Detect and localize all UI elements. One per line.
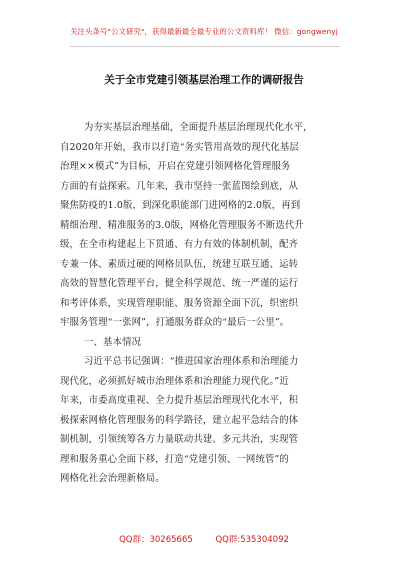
paragraph-line: 现代化，必须抓好城市治理体系和治理能力现代化。”近 <box>60 375 289 387</box>
paragraph-line: 网格化社会治理新格局。 <box>60 473 165 484</box>
footer-qq-group-1: QQ群：30265665 <box>119 535 193 545</box>
paragraph-line: 为夯实基层治理基础，全面提升基层治理现代化水平， <box>84 122 313 133</box>
section-heading: 一、基本情况 <box>84 336 142 348</box>
paragraph-line: 治理××模式”为目标，开启在党建引领网格化管理服务 <box>60 161 291 172</box>
paragraph-line: 习近平总书记强调：“推进国家治理体系和治理能力 <box>84 356 299 367</box>
paragraph-line: 聚焦防疫的1.0版，到深化职能部门进网格的2.0版，再到 <box>60 200 301 211</box>
paragraph-line: 高效的智慧化管理平台，健全科学规范、统一严谨的运行 <box>60 278 299 289</box>
paragraph-line: 理和服务重心全面下移，打造“党建引领、一网统管”的 <box>60 453 289 465</box>
paragraph-line: 牢服务管理“一张网”，打通服务群众的“最后一公里”。 <box>60 317 290 328</box>
paragraph-line: 和考评体系，实现管理职能、服务资源全面下沉，织密织 <box>60 297 299 309</box>
paragraph-line: 极探索网格化管理服务的科学路径，建立起平急结合的体 <box>60 414 299 426</box>
paragraph-line: 自2020年开始，我市以打造“务实管用高效的现代化基层 <box>60 141 299 153</box>
paragraph-line: 制机制，引领统筹各方力量联动共建、多元共治，实现管 <box>60 434 299 445</box>
paragraph-line: 精细治理、精准服务的3.0版，网格化管理服务不断迭代升 <box>60 219 304 231</box>
document-title: 关于全市党建引领基层治理工作的调研报告 <box>104 74 304 86</box>
footer-qq-group-2: QQ群:535304092 <box>215 535 289 545</box>
header-notice: 关注头条号"公文研究"，获得最新最全最专业的公文资料库！ 微信：gongwenyj <box>70 27 338 36</box>
paragraph-line: 方面的有益探索。几年来，我市坚持一张蓝图绘到底，从 <box>60 180 299 192</box>
footer <box>0 533 408 545</box>
paragraph-line: 级，在全市构建起上下贯通、有力有效的体制机制，配齐 <box>60 239 299 250</box>
document-body <box>60 118 360 489</box>
paragraph-line: 专兼一体、素质过硬的网格员队伍，统建互联互通、运转 <box>60 258 299 270</box>
paragraph-line: 年来，市委高度重视、全力提升基层治理现代化水平，积 <box>60 395 299 406</box>
header-divider <box>70 46 340 47</box>
